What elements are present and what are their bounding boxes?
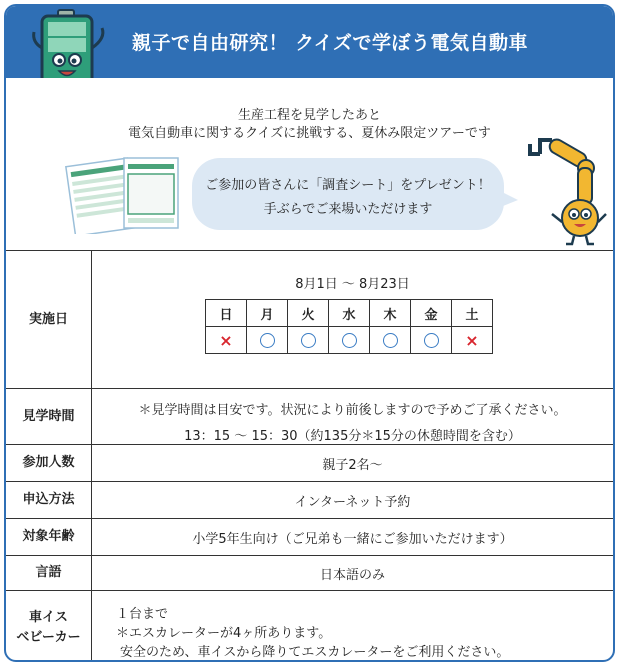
- wheelchair-label-line-1: 車イス: [29, 609, 68, 625]
- participants-value: 親子2名～: [322, 457, 383, 473]
- application-value: インターネット予約: [294, 494, 411, 510]
- calendar-day-header: 水: [329, 300, 370, 327]
- tour-info-card: [4, 4, 615, 662]
- wheelchair-line-2: ＊エスカレーターが4ヶ所あります。: [116, 626, 332, 641]
- intro-section: [6, 78, 613, 250]
- calendar-day-header: 土: [452, 300, 493, 327]
- calendar-availability-cell: [206, 327, 247, 354]
- tour-time-row: [6, 388, 613, 444]
- present-speech-bubble: [192, 158, 504, 230]
- participants-label: 参加人数: [6, 445, 92, 481]
- schedule-value: [92, 251, 613, 388]
- wheelchair-line-3: 安全のため、車イスから降りてエスカレーターをご利用ください。: [120, 645, 510, 660]
- bubble-text-line-2: 手ぶらでご来場いただけます: [263, 202, 433, 217]
- calendar-day-header: 日: [206, 300, 247, 327]
- calendar-availability-cell: [411, 327, 452, 354]
- wheelchair-row: [6, 590, 613, 662]
- schedule-row: [6, 250, 613, 388]
- date-range: 8月1日 ～ 8月23日: [295, 277, 410, 292]
- application-label: 申込方法: [6, 482, 92, 518]
- robot-arm-mascot-illustration: [526, 134, 610, 246]
- calendar-day-header: 木: [370, 300, 411, 327]
- open-circle-icon: [260, 333, 275, 348]
- speech-bubble-tail: [498, 190, 518, 208]
- target-age-value: 小学5年生向け（ご兄弟も一緒にご参加いただけます）: [192, 531, 513, 547]
- open-circle-icon: [301, 333, 316, 348]
- bubble-text-line-1: ご参加の皆さんに「調査シート」をプレゼント！: [205, 178, 491, 193]
- language-label: 言語: [6, 556, 92, 590]
- page-title: 親子で自由研究！ クイズで学ぼう電気自動車: [132, 32, 528, 54]
- calendar-day-header: 月: [247, 300, 288, 327]
- tour-time-label: 見学時間: [6, 389, 92, 444]
- calendar-day-header: 火: [288, 300, 329, 327]
- closed-cross-icon: ×: [219, 330, 233, 350]
- calendar-availability-cell: [329, 327, 370, 354]
- intro-text-line-2: 電気自動車に関するクイズに挑戦する、夏休み限定ツアーです: [128, 126, 491, 141]
- calendar-availability-cell: [452, 327, 493, 354]
- wheelchair-label-line-2: ベビーカー: [16, 629, 81, 645]
- wheelchair-line-1: １台まで: [116, 607, 169, 622]
- wheelchair-label: [6, 591, 92, 662]
- language-row: [6, 555, 613, 590]
- tour-time-range: 13：15 ～ 15：30（約135分＊15分の休憩時間を含む）: [184, 429, 521, 444]
- tour-time-value: [92, 389, 613, 444]
- wheelchair-value: [92, 591, 613, 662]
- closed-cross-icon: ×: [465, 330, 479, 350]
- participants-row: [6, 444, 613, 481]
- calendar-availability-cell: [370, 327, 411, 354]
- weekday-calendar: [205, 299, 493, 354]
- tour-time-note: ＊見学時間は目安です。状況により前後しますので予めご了承ください。: [138, 403, 567, 418]
- application-row: [6, 481, 613, 518]
- survey-sheet-illustration: [62, 154, 186, 234]
- calendar-availability-cell: [247, 327, 288, 354]
- open-circle-icon: [383, 333, 398, 348]
- calendar-day-header: 金: [411, 300, 452, 327]
- language-value: 日本語のみ: [319, 567, 385, 583]
- target-age-label: 対象年齢: [6, 519, 92, 555]
- target-age-row: [6, 518, 613, 555]
- open-circle-icon: [424, 333, 439, 348]
- intro-text-line-1: 生産工程を見学したあと: [237, 108, 381, 123]
- open-circle-icon: [342, 333, 357, 348]
- schedule-label: 実施日: [6, 251, 92, 388]
- calendar-availability-cell: [288, 327, 329, 354]
